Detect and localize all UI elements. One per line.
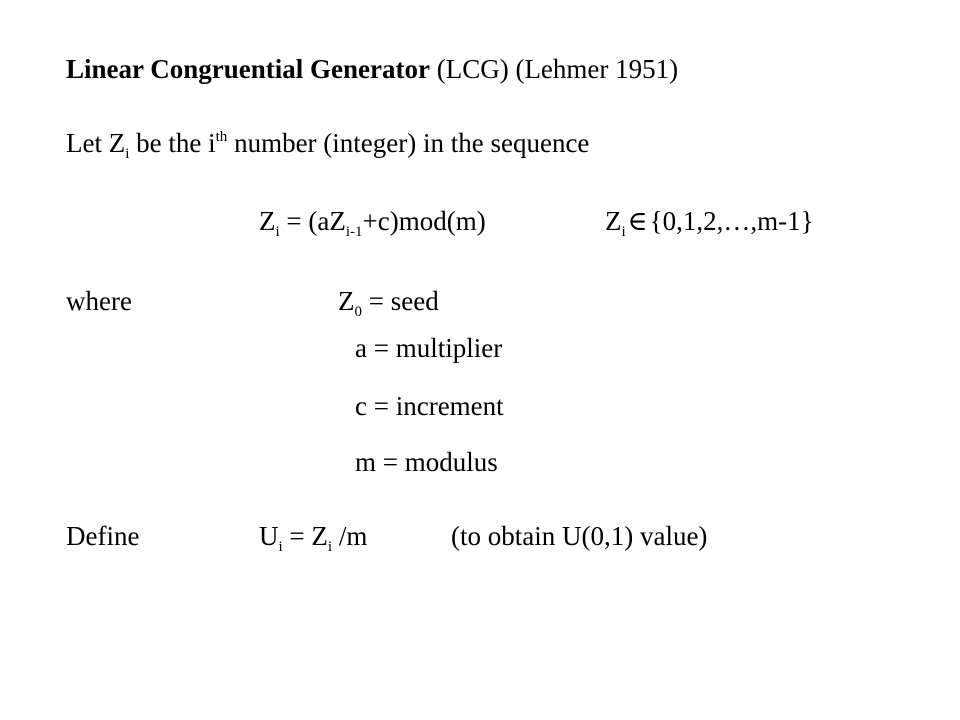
title-bold: Linear Congruential Generator <box>66 54 430 84</box>
set-z: Z <box>605 206 622 236</box>
formula-z: Z <box>259 206 276 236</box>
define-label: Define <box>66 521 140 551</box>
formula-eq1: = (aZ <box>279 206 346 236</box>
intro-text-1: Let Z <box>66 128 126 158</box>
modulus-definition: m = modulus <box>355 447 498 477</box>
increment-definition: c = increment <box>355 391 504 421</box>
uniform-div: /m <box>332 521 368 551</box>
intro-sentence <box>66 128 590 162</box>
element-of-symbol: ∈ <box>627 206 648 236</box>
set-z-sub: i <box>621 224 626 240</box>
uniform-note: (to obtain U(0,1) value) <box>451 521 708 551</box>
title-rest: (LCG) (Lehmer 1951) <box>429 54 679 84</box>
intro-sub: i <box>125 146 130 162</box>
seed-sub: 0 <box>354 304 362 320</box>
formula-eq2: +c)mod(m) <box>362 206 486 236</box>
seed-rest: = seed <box>362 286 439 316</box>
intro-sup: th <box>215 129 228 145</box>
seed-z: Z <box>338 286 355 316</box>
multiplier-definition: a = multiplier <box>355 333 503 363</box>
intro-text-2: be the i <box>129 128 216 158</box>
range-set <box>605 206 814 240</box>
uniform-eq: = Z <box>282 521 328 551</box>
intro-text-3: number (integer) in the sequence <box>227 128 590 158</box>
formula-z-sub: i <box>275 224 280 240</box>
seed-definition <box>338 286 439 320</box>
uniform-z-sub: i <box>327 539 333 555</box>
uniform-u: U <box>259 521 279 551</box>
uniform-formula <box>259 521 368 555</box>
where-label: where <box>66 286 132 316</box>
uniform-u-sub: i <box>278 539 283 555</box>
formula-prev-sub: i-1 <box>345 224 363 240</box>
slide-title <box>66 56 678 83</box>
set-values: {0,1,2,…,m-1} <box>649 206 814 236</box>
recurrence-formula <box>259 206 486 240</box>
